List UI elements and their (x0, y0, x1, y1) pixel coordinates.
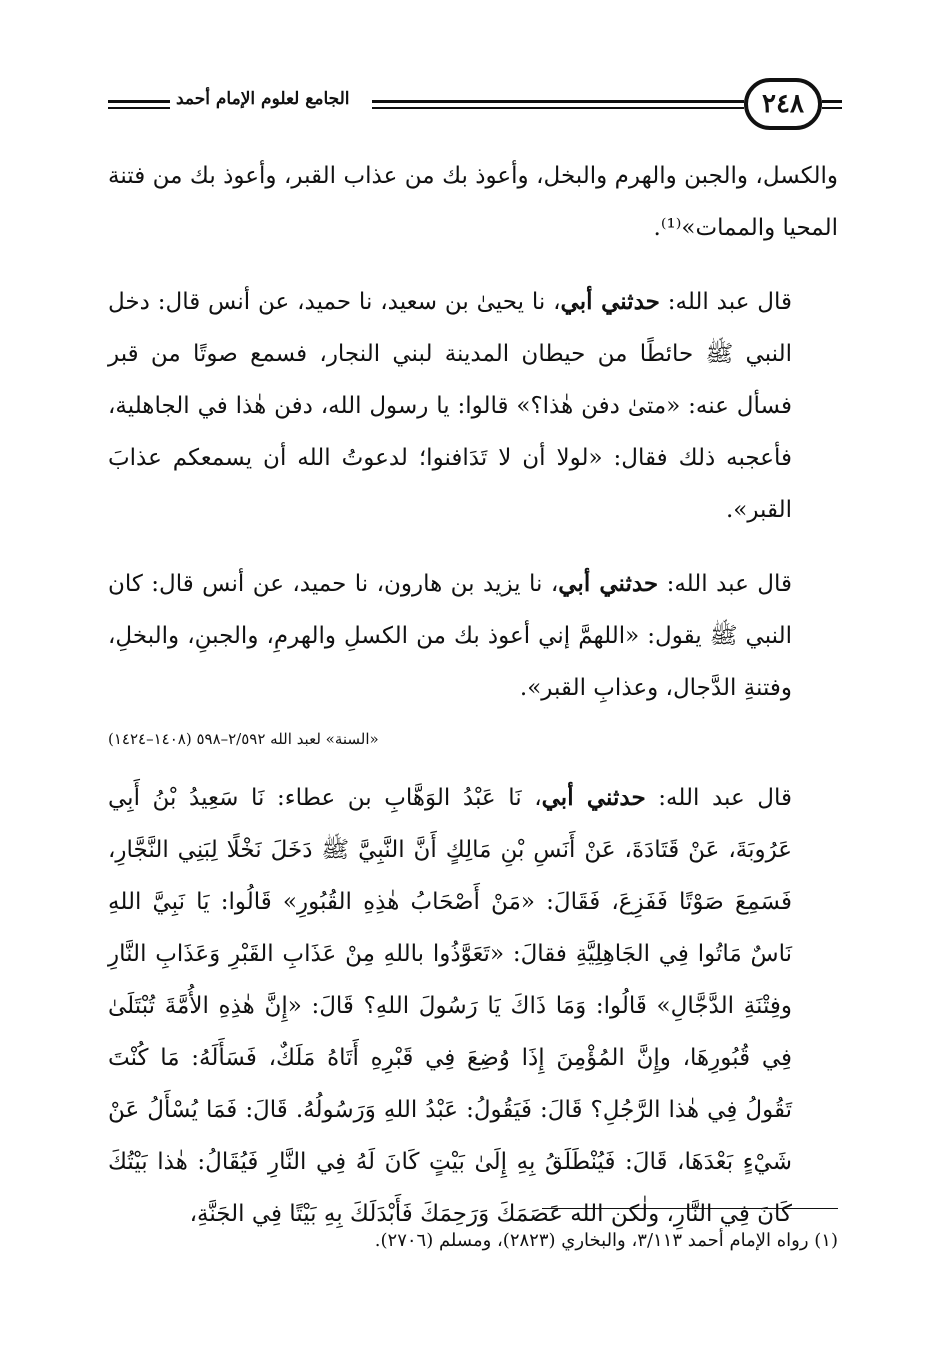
header-rule-middle (372, 100, 744, 109)
source-citation: «السنة» لعبد الله ٢/٥٩٢–٥٩٨ (١٤٠٨–١٤٢٤) (108, 730, 379, 748)
footnote: (١) رواه الإمام أحمد ٣/١١٣، والبخاري (٢٨٢٣)، ومسلم (٢٧٠٦). (374, 1230, 838, 1251)
paragraph-2-text: ، نا يحيىٰ بن سعيد، نا حميد، عن أنس قال: دخل النبي ﷺ حائطًا من حيطان المدينة لبني النجار، فسمع صوتًا من قبر فسأل عنه: «متىٰ دفن هٰذا؟» قالوا: يا رسول الله، دفن هٰذا في الجاهلية، فأعجبه ذلك فقال: «لولا أن لا تَدَافنوا؛ لدعوتُ الله أن يسمعكم عذابَ القبر». (108, 289, 792, 523)
paragraph-4-text: ، نَا عَبْدُ الوَهَّابِ بن عطاء: نَا سَعِيدُ بْنُ أَبِي عَرُوبَةَ، عَنْ قَتَادَةَ، عَنْ أَنَسِ بْنِ مَالِكٍ أَنَّ النَّبِيَّ ﷺ دَخَلَ نَخْلًا لِبَنِي النَّجَّارِ، فَسَمِعَ صَوْتًا فَفَزِعَ، فَقَالَ: «مَنْ أَصْحَابُ هٰذِهِ القُبُورِ» قَالُوا: يَا نَبِيَّ اللهِ نَاسٌ مَاتُوا فِي الجَاهِلِيَّةِ فقالَ: «تَعَوَّذُوا باللهِ مِنْ عَذَابِ القَبْرِ وَعَذَابِ النَّارِ وفِتْنَةِ الدَّجَّالِ» قَالُوا: وَمَا ذَاكَ يَا رَسُولَ اللهِ؟ قَالَ: «إِنَّ هٰذِهِ الأُمَّةَ تُبْتَلَىٰ فِي قُبُورِهَا، وإِنَّ المُؤْمِنَ إِذَا وُضِعَ فِي قَبْرِهِ أَتَاهُ مَلَكٌ، فَسَأَلَهُ: مَا كُنْتَ تَقُولُ فِي هٰذا الرَّجُلِ؟ قَالَ: فَيَقُولُ: عَبْدُ اللهِ وَرَسُولُهُ. قَالَ: فَمَا يُسْأَلُ عَنْ شَيْءٍ بَعْدَهَا، قَالَ: فَيُنْطَلَقُ بِهِ إِلَىٰ بَيْتٍ كَانَ لَهُ فِي النَّارِ فَيُقَالُ: هٰذا بَيْتُكَ كَانَ فِي النَّارِ، ولٰكن الله عَصَمَكَ وَرَحِمَكَ فَأَبْدَلَكَ بِهِ بَيْتًا فِي الجَنَّةِ، (108, 785, 792, 1227)
page-header (108, 78, 842, 134)
paragraph-3-bold: حدثني أبي (558, 570, 659, 597)
paragraph-3-lead: قال عبد الله: (658, 571, 792, 597)
paragraph-4-bold: حدثني أبي (541, 784, 646, 811)
paragraph-2-bold: حدثني أبي (560, 288, 660, 315)
paragraph-3 (108, 558, 838, 714)
paragraph-2 (108, 276, 838, 536)
footnote-divider (542, 1208, 838, 1209)
paragraph-4 (108, 772, 838, 1240)
running-title: الجامع لعلوم الإمام أحمد (176, 89, 350, 109)
header-rule-left (108, 100, 170, 109)
paragraph-3-text: ، نا يزيد بن هارون، نا حميد، عن أنس قال: كان النبي ﷺ يقول: «اللهمَّ إني أعوذ بك من الكسلِ والهرمِ، والجبنِ، والبخلِ، وفتنةِ الدَّجال، وعذابِ القبر». (108, 571, 792, 701)
paragraph-4-lead: قال عبد الله: (645, 785, 792, 811)
page-number: ٢٤٨ (744, 78, 822, 130)
main-text (108, 150, 838, 1240)
paragraph-2-lead: قال عبد الله: (659, 289, 792, 315)
header-rule-right (822, 100, 842, 109)
paragraph-1: والكسل، والجبن والهرم والبخل، وأعوذ بك من عذاب القبر، وأعوذ بك من فتنة المحيا والممات»⁽¹⁾. (108, 163, 838, 241)
